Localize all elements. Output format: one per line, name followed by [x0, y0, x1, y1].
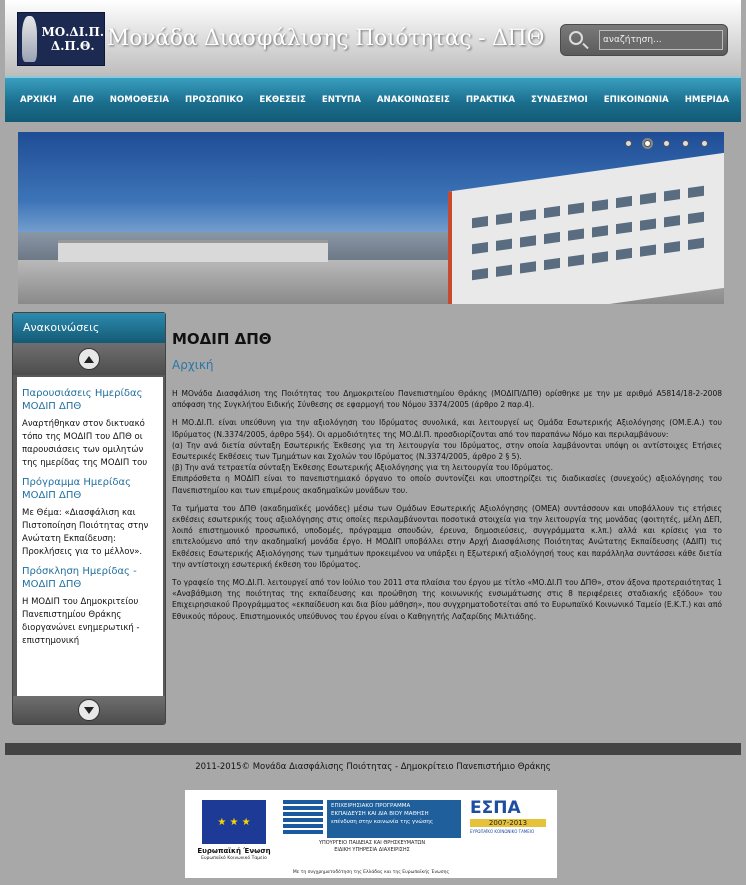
eu-sub: Ευρωπαϊκό Κοινωνικό Ταμείο [201, 856, 267, 861]
nav-item-reports[interactable]: ΕΚΘΕΣΕΙΣ [259, 95, 306, 105]
list-item[interactable] [22, 387, 157, 470]
main-content [172, 330, 722, 629]
slider-dot[interactable] [625, 140, 632, 147]
program-text [327, 800, 461, 838]
program-line-1: ΕΠΙΧΕΙΡΗΣΙΑΚΟ ΠΡΟΓΡΑΜΜΑ [331, 803, 411, 809]
nav-item-minutes[interactable]: ΠΡΑΚΤΙΚΑ [465, 95, 516, 105]
eu-flag-icon: ★ ★ ★ [202, 800, 266, 844]
nav-item-staff[interactable]: ΠΡΟΣΩΠΙΚΟ [185, 95, 244, 105]
sponsor-banner [185, 790, 557, 878]
chevron-up-icon [84, 356, 94, 363]
nav-item-legislation[interactable]: ΝΟΜΟΘΕΣΙΑ [109, 95, 170, 105]
paragraph: (α) Την ανά διετία σύνταξη Εσωτερικής Έκθεσης για τη λειτουργία του Ιδρύματος, στην οποία λαμβάνονται υπόψη οι αντίστοιχες Ετήσιες Εσωτερικές Εκθέσεις των Τμημάτων και Σχολών του Ιδρύματος (Ν.3374/2005, άρθρο 2 § 5). [172, 440, 722, 462]
slider-low-building [58, 240, 328, 262]
announcement-title[interactable]: Πρόσκληση Ημερίδας - ΜΟΔΙΠ ΔΠΘ [22, 566, 137, 590]
nav-item-forms[interactable]: ΕΝΤΥΠΑ [321, 95, 361, 105]
announcement-list[interactable] [17, 377, 163, 697]
paragraph: Τα τμήματα του ΔΠΘ (ακαδημαϊκές μονάδες) μέσω των Ομάδων Εσωτερικής Αξιολόγησης (ΟΜΕΑ) συντάσσουν και υποβάλλουν τις ετήσιες εκθέσεις εσωτερικής τους αξιολόγησης στις οποίες περιλαμβάνονται ποσοτικά στοιχεία για την λειτουργία της μονάδας (φοιτητές, μέλη ΔΕΠ, λοιπό επιστημονικό προσωπικό, υποδομές, πρόγραμμα σπουδών, έρευνα, δημοσιεύσεις, συγγράμματα κ.λπ.) αλλά και κρίσεις για το επιτελούμενο από την ακαδημαϊκή μονάδα έργο. Η ΜΟΔΙΠ υποβάλλει στην Αρχή Διασφάλισης Ποιότητας Ανώτατης Εκπαίδευσης (ΑΔΙΠ) τις Εκθέσεις Εσωτερικής Αξιολόγησης των τμημάτων προκειμένου να υπάρξει η Εξωτερική αξιολόγησή τους και παράλληλα συντάσσει κάθε διετία την αντίστοιχη εσωτερική έκθεση του Ιδρύματος. [172, 503, 722, 569]
program-mark-icon [283, 800, 323, 834]
announcement-text: Με Θέμα: «Διασφάλιση και Πιστοποίηση Ποιότητας στην Ανώτατη Εκπαίδευση: Προκλήσεις για το μέλλον». [22, 508, 149, 557]
search-icon[interactable] [569, 31, 583, 45]
sidebar-title: Ανακοινώσεις [13, 313, 165, 343]
nav-item-announcements[interactable]: ΑΝΑΚΟΙΝΩΣΕΙΣ [376, 95, 450, 105]
funding-text: Με τη συγχρηματοδότηση της Ελλάδας και της Ευρωπαϊκής Ένωσης [292, 870, 450, 875]
espa-logo [470, 798, 546, 848]
site-logo[interactable] [17, 12, 105, 66]
main-nav [5, 76, 741, 122]
slider-dot[interactable] [644, 140, 651, 147]
ministry-text: ΥΠΟΥΡΓΕΙΟ ΠΑΙΔΕΙΑΣ ΚΑΙ ΘΡΗΣΚΕΥΜΑΤΩΝ ΕΙΔΙΚΗ ΥΠΗΡΕΣΙΑ ΔΙΑΧΕΙΡΙΣΗΣ [318, 840, 426, 853]
logo-line-2: Δ.Π.Θ. [50, 39, 95, 53]
nav-item-home[interactable]: ΑΡΧΙΚΗ [20, 95, 57, 105]
logo-portrait [22, 16, 37, 62]
slider-dot[interactable] [701, 140, 708, 147]
sidebar-scroll-down [13, 696, 165, 724]
paragraph: Το γραφείο της ΜΟ.ΔΙ.Π. λειτουργεί από τον Ιούλιο του 2011 στα πλαίσια του έργου με τίτλο «ΜΟ.ΔΙ.Π του ΔΠΘ», στον άξονα προτεραιότητας 1 «Αναβάθμιση της ποιότητας της εκπαίδευσης και προώθηση της κοινωνικής ενσωμάτωσης στις 8 περιφέρειες σταδιακής εξόδου» του Επιχειρησιακού Προγράμματος «εκπαίδευση και δια βίου μάθηση», που συγχρηματοδοτείται από το Ευρωπαϊκό Κοινωνικό Ταμείο (Ε.Κ.Τ.) και από Εθνικούς πόρους. Επιστημονικός υπεύθυνος του έργου είναι ο Καθηγητής Λαζαρίδης Μιλτιάδης. [172, 578, 722, 621]
scroll-up-button[interactable] [78, 348, 100, 370]
slider-dot[interactable] [663, 140, 670, 147]
search-box [560, 24, 728, 56]
slider-dots [613, 140, 708, 147]
paragraph: Η ΜΟ.ΔΙ.Π. είναι υπεύθυνη για την αξιολόγηση του Ιδρύματος συνολικά, και λειτουργεί ως Ομάδα Εσωτερικής Αξιολόγησης (ΟΜ.Ε.Α.) του Ιδρύματος (Ν.3374/2005, άρθρο 5§4). Οι αρμοδιότητες της ΜΟ.ΔΙ.Π. προσδιορίζονται από τον παραπάνω Νόμο και περιλαμβάνουν: [172, 418, 722, 439]
nav-item-links[interactable]: ΣΥΝΔΕΣΜΟΙ [531, 95, 588, 105]
slider-dot[interactable] [682, 140, 689, 147]
espa-strip: ΕΥΡΩΠΑΪΚΟ ΚΟΙΝΩΝΙΚΟ ΤΑΜΕΙΟ [470, 829, 535, 834]
copyright: 2011-2015© Μονάδα Διασφάλισης Ποιότητας - Δημοκρίτειο Πανεπιστήμιο Θράκης [195, 762, 551, 772]
announcement-text: Αναρτήθηκαν στον δικτυακό τόπο της ΜΟΔΙΠ του ΔΠΘ οι παρουσιάσεις των ομιλητών της ημερίδας της ΜΟΔΙΠ του [22, 419, 148, 468]
announcement-title[interactable]: Πρόγραμμα Ημερίδας ΜΟΔΙΠ ΔΠΘ [22, 477, 131, 501]
program-line-2: ΕΚΠΑΙΔΕΥΣΗ ΚΑΙ ΔΙΑ ΒΙΟΥ ΜΑΘΗΣΗ [331, 811, 429, 817]
espa-years: 2007-2013 [470, 819, 546, 827]
header [5, 0, 741, 76]
site-title: Μονάδα Διασφάλισης Ποιότητας - ΔΠΘ [107, 26, 545, 51]
eu-label: Ευρωπαϊκή Ένωση [197, 847, 271, 855]
announcement-title[interactable]: Παρουσιάσεις Ημερίδας ΜΟΔΙΠ ΔΠΘ [22, 388, 143, 412]
nav-item-contact[interactable]: ΕΠΙΚΟΙΝΩΝΙΑ [603, 95, 669, 105]
announcements-sidebar [12, 312, 166, 725]
program-line-3: επένδυση στην κοινωνία της γνώσης [331, 819, 434, 825]
sidebar-scroll-up [13, 343, 165, 375]
list-item[interactable] [22, 565, 157, 648]
list-item[interactable] [22, 476, 157, 559]
footer-bar [5, 743, 741, 755]
scroll-down-button[interactable] [78, 699, 100, 721]
chevron-down-icon [84, 707, 94, 714]
paragraph: Επιπρόσθετα η ΜΟΔΙΠ είναι το πανεπιστημιακό όργανο το οποίο συντονίζει και υποστηρίζει τις διαδικασίες (συνεχούς) αξιολόγησης του Πανεπιστημίου και των επιμέρους ακαδημαϊκών μονάδων του. [172, 474, 722, 495]
nav-item-event[interactable]: ΗΜΕΡΙΔΑ [684, 95, 730, 105]
announcement-text: Η ΜΟΔΙΠ του Δημοκριτείου Πανεπιστημίου Θράκης διοργανώνει ενημερωτική - επιστημονική [22, 597, 140, 646]
paragraph: Η ΜΟνάδα Διασφάλιση της Ποιότητας του Δημοκριτείου Πανεπιστημίου Θράκης (ΜΟΔΙΠ/ΔΠΘ) ορίσθηκε με την με αριθμό Α5814/18-2-2008 απόφαση της Συγκλήτου Ειδικής Σύνθεσης σε εφαρμογή του Νόμου 3374/2005 (άρθρο 2 παρ.4). [172, 389, 722, 410]
image-slider[interactable] [18, 132, 724, 304]
search-input[interactable] [599, 30, 723, 50]
espa-text: ΕΣΠΑ [470, 798, 521, 818]
logo-line-1: ΜΟ.ΔΙ.Π. [41, 25, 104, 39]
paragraph: (β) Την ανά τετραετία σύνταξη Έκθεσης Εσωτερικής Αξιολόγησης για τη λειτουργία του Ιδρύματος. [172, 463, 554, 473]
logo-text [41, 25, 104, 53]
nav-item-dpth[interactable]: ΔΠΘ [72, 95, 94, 105]
page-title: ΜΟΔΙΠ ΔΠΘ [172, 330, 272, 348]
page-subtitle: Αρχική [172, 358, 214, 372]
program-logo [283, 800, 461, 838]
